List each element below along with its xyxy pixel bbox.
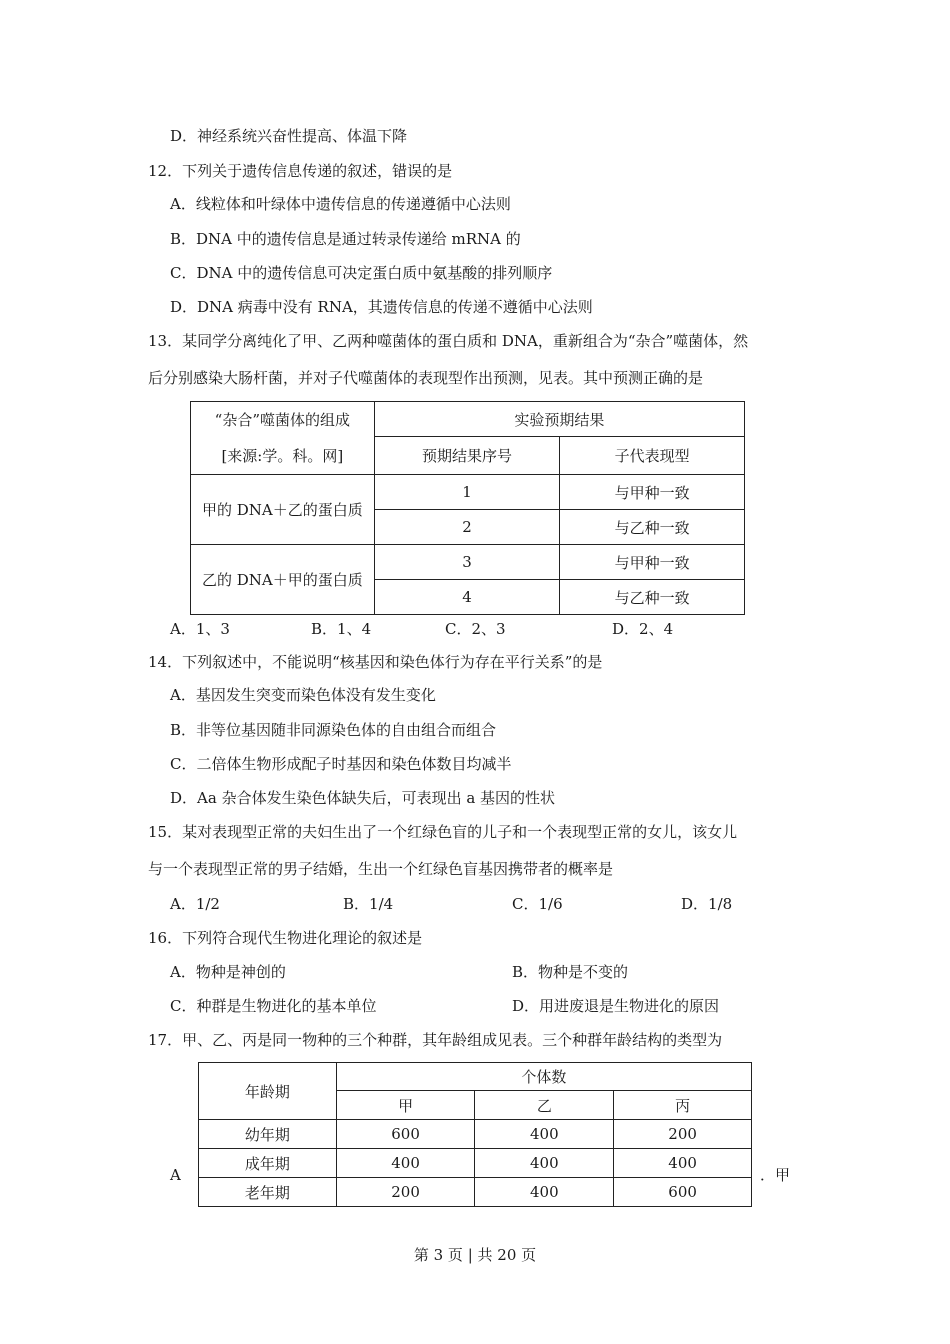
q13-result-number: 1 [374, 475, 560, 510]
q17-age-label: 成年期 [199, 1149, 337, 1178]
q13-result-number: 3 [374, 545, 560, 580]
q15-stem-line1: 15．某对表现型正常的夫妇生出了一个红绿色盲的儿子和一个表现型正常的女儿，该女儿 [148, 823, 738, 841]
q12-option-a: A．线粒体和叶绿体中遗传信息的传递遵循中心法则 [170, 195, 511, 213]
q17-cell: 400 [336, 1149, 475, 1178]
q17-header-bing: 丙 [614, 1091, 752, 1120]
q17-cell: 400 [614, 1149, 752, 1178]
q14-stem: 14．下列叙述中，不能说明“核基因和染色体行为存在平行关系”的是 [148, 653, 603, 671]
q13-option-d: D．2、4 [612, 620, 674, 638]
q14-option-b: B．非等位基因随非同源染色体的自由组合而组合 [170, 721, 497, 739]
q13-result-number: 2 [374, 510, 560, 545]
q13-offspring-phenotype: 与乙种一致 [560, 580, 745, 615]
q15-option-a: A．1/2 [170, 895, 220, 913]
q17-cell: 200 [336, 1178, 475, 1207]
q13-result-number: 4 [374, 580, 560, 615]
q16-option-b: B．物种是不变的 [512, 963, 629, 981]
page-footer: 第 3 页 | 共 20 页 [413, 1246, 537, 1264]
q13-group-1: 甲的 DNA＋乙的蛋白质 [191, 475, 375, 545]
q15-option-b: B．1/4 [343, 895, 394, 913]
q13-stem-line1: 13．某同学分离纯化了甲、乙两种噬菌体的蛋白质和 DNA，重新组合为“杂合”噬菌体，然 [148, 332, 749, 350]
q17-age-label: 老年期 [199, 1178, 337, 1207]
q14-option-a: A．基因发生突变而染色体没有发生变化 [170, 686, 436, 704]
q17-cell: 400 [475, 1120, 614, 1149]
q14-option-c: C．二倍体生物形成配子时基因和染色体数目均减半 [170, 755, 512, 773]
q17-header-yi: 乙 [475, 1091, 614, 1120]
q12-option-d: D．DNA 病毒中没有 RNA，其遗传信息的传递不遵循中心法则 [170, 298, 593, 316]
q16-option-a: A．物种是神创的 [170, 963, 286, 981]
q13-header-source-note: [来源:学。科。网] [221, 447, 344, 465]
q14-option-d: D．Aa 杂合体发生染色体缺失后，可表现出 a 基因的性状 [170, 789, 556, 807]
q13-header-expected-results: 实验预期结果 [374, 402, 744, 437]
q17-cell: 600 [336, 1120, 475, 1149]
q13-offspring-phenotype: 与甲种一致 [560, 545, 745, 580]
q12-option-c: C．DNA 中的遗传信息可决定蛋白质中氨基酸的排列顺序 [170, 264, 553, 282]
q17-header-age: 年龄期 [199, 1063, 337, 1120]
q17-cell: 600 [614, 1178, 752, 1207]
q13-header-composition [191, 402, 375, 475]
q17-table [198, 1062, 752, 1207]
q15-stem-line2: 与一个表现型正常的男子结婚，生出一个红绿色盲基因携带者的概率是 [148, 860, 614, 878]
q13-table [190, 401, 745, 615]
q12-stem: 12．下列关于遗传信息传递的叙述，错误的是 [148, 162, 453, 180]
q12-option-b: B．DNA 中的遗传信息是通过转录传递给 mRNA 的 [170, 230, 521, 248]
q17-header-jia: 甲 [336, 1091, 475, 1120]
q17-age-label: 幼年期 [199, 1120, 337, 1149]
q13-option-a: A．1、3 [170, 620, 230, 638]
q13-header-offspring-phenotype: 子代表现型 [560, 437, 745, 475]
q15-option-d: D．1/8 [681, 895, 733, 913]
q16-option-d: D．用进废退是生物进化的原因 [512, 997, 720, 1015]
q16-option-c: C．种群是生物进化的基本单位 [170, 997, 377, 1015]
q11-option-d: D．神经系统兴奋性提高、体温下降 [170, 127, 408, 145]
q13-offspring-phenotype: 与甲种一致 [560, 475, 745, 510]
q17-option-a-marker: A [170, 1166, 181, 1184]
q15-option-c: C．1/6 [512, 895, 563, 913]
q13-group-2: 乙的 DNA＋甲的蛋白质 [191, 545, 375, 615]
q16-stem: 16．下列符合现代生物进化理论的叙述是 [148, 929, 423, 947]
q13-offspring-phenotype: 与乙种一致 [560, 510, 745, 545]
q13-option-b: B．1、4 [311, 620, 372, 638]
q13-stem-line2: 后分别感染大肠杆菌，并对子代噬菌体的表现型作出预测，见表。其中预测正确的是 [148, 369, 704, 387]
q13-option-c: C．2、3 [445, 620, 506, 638]
q17-cell: 400 [475, 1149, 614, 1178]
q17-option-a-text: ．甲 [760, 1166, 791, 1184]
q17-header-count: 个体数 [336, 1063, 751, 1091]
q13-header-result-number: 预期结果序号 [374, 437, 560, 475]
q17-cell: 400 [475, 1178, 614, 1207]
q13-header-composition-line1: “杂合”噬菌体的组成 [214, 411, 351, 429]
q17-cell: 200 [614, 1120, 752, 1149]
q17-stem: 17．甲、乙、丙是同一物种的三个种群，其年龄组成见表。三个种群年龄结构的类型为 [148, 1031, 723, 1049]
